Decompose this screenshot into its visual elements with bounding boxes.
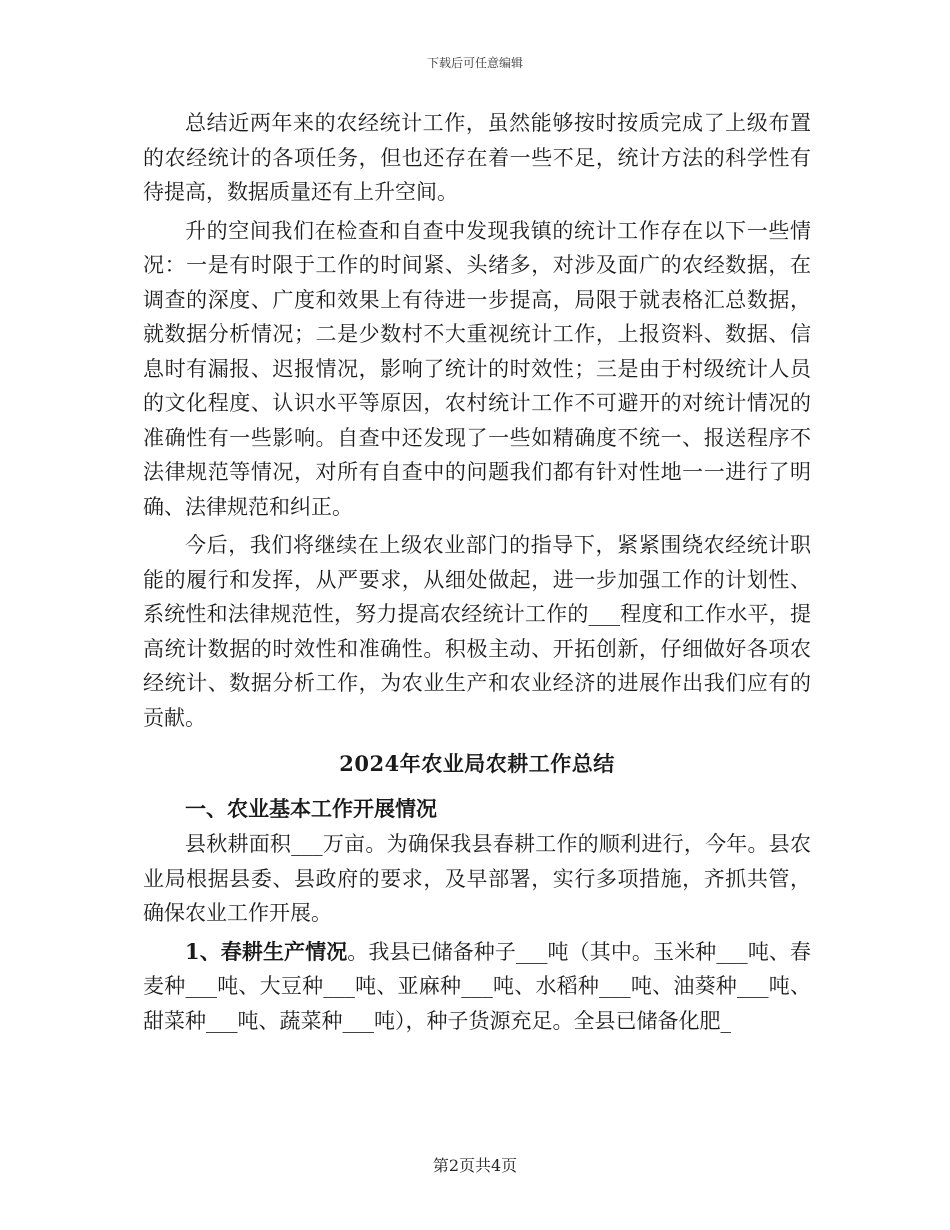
page-footer-number: 第2页共4页: [432, 1156, 518, 1175]
paragraph-future-plans: 今后，我们将继续在上级农业部门的指导下，紧紧围绕农经统计职能的履行和发挥，从严要求，从细处做起，进一步加强工作的计划性、系统性和法律规范性，努力提高农经统计工作的___程度和工作水平，提高统计数据的时效性和准确性。积极主动、开拓创新，仔细做好各项农经统计、数据分析工作，为农业生产和农业经济的进展作出我们应有的贡献。: [143, 533, 811, 730]
paragraph-summary: 总结近两年来的农经统计工作，虽然能够按时按质完成了上级布置的农经统计的各项任务，但也还存在着一些不足，统计方法的科学性有待提高，数据质量还有上升空间。: [143, 111, 811, 204]
paragraph-autumn-plowing: 县秋耕面积___万亩。为确保我县春耕工作的顺利进行，今年。县农业局根据县委、县政府的要求，及早部署，实行多项措施，齐抓共管，确保农业工作开展。: [143, 832, 811, 925]
section-heading-basic-work: 一、农业基本工作开展情况: [185, 796, 437, 821]
page-header-note: 下载后可任意编辑: [426, 56, 523, 70]
paragraph-issues: 升的空间我们在检查和自查中发现我镇的统计工作存在以下一些情况：一是有时限于工作的时间紧、头绪多，对涉及面广的农经数据，在调查的深度、广度和效果上有待进一步提高，局限于就表格汇总数据，就数据分析情况；二是少数村不大重视统计工作，上报资料、数据、信息时有漏报、迟报情况，影响了统计的时效性；三是由于村级统计人员的文化程度、认识水平等原因，农村统计工作不可避开的对统计情况的准确性有一些影响。自查中还发现了一些如精确度不统一、报送程序不法律规范等情况，对所有自查中的问题我们都有针对性地一一进行了明确、法律规范和纠正。: [143, 218, 811, 519]
document-title: 2024年农业局农耕工作总结: [339, 751, 615, 776]
document-body: [143, 106, 811, 1038]
spring-production-text: 。我县已储备种子___吨（其中。玉米种___吨、春麦种___吨、大豆种___吨、亚麻种___吨、水稻种___吨、油葵种___吨、甜菜种___吨、蔬菜种___吨），种子货源充足。全县已储备化肥_: [143, 939, 811, 1033]
subheading-spring-production: 1、春耕生产情况: [185, 938, 348, 964]
paragraph-spring-production: [143, 935, 811, 1039]
